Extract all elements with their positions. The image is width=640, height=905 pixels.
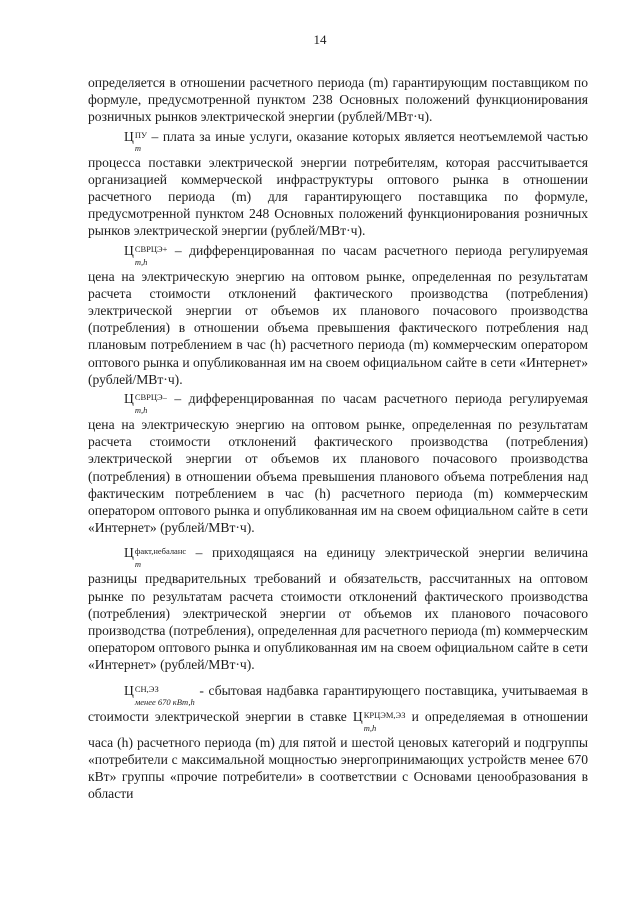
paragraph-6-text-a: - сбытовая надбавка гарантирующего поставщика, учитываемая в стоимости электрической энергии в ставке xyxy=(88,682,588,724)
document-body xyxy=(88,74,588,803)
symbol-superscript: СВРЦЭ+ xyxy=(134,243,168,254)
paragraph-5 xyxy=(88,544,588,673)
paragraph-3 xyxy=(88,242,588,388)
paragraph-4 xyxy=(88,390,588,536)
paragraph-6-text-b: и определяемая в отношении часа (h) расчетного периода (m) для пятой и шестой ценовых категорий и подгруппы «потребители с максимальной мощностью энергопринимающих устройств менее 670 кВт» группы «прочие потребители» в соответствии с Основами ценообразования в области xyxy=(88,708,588,802)
formula-symbol-c-sn-ez xyxy=(124,682,195,708)
paragraph-5-text: – приходящаяся на единицу электрической энергии величина разницы предварительных требований и обязательств, рассчитанных на оптовом рынке по результатам расчета стоимости отклонений фактического производства (потребления) электрической энергии от объемов их планового почасового производства (потребления), определенная для расчетного периода (m) коммерческим оператором оптового рынка и опубликованная им на своем официальном сайте в сети «Интернет» (рублей/МВт·ч). xyxy=(88,545,588,673)
page-number: 14 xyxy=(313,32,327,47)
symbol-superscript: СН,ЭЗ xyxy=(134,683,159,694)
symbol-base: Ц xyxy=(124,545,134,561)
symbol-subscript: менее 670 кВт,h xyxy=(134,696,195,707)
formula-symbol-c-svrce-minus xyxy=(124,390,167,416)
paragraph-3-text: – дифференцированная по часам расчетного периода регулируемая цена на электрическую энергию на оптовом рынке, определенная по результатам расчета стоимости отклонений фактического производства (потребления) электрической энергии от объемов их планового почасового производства (потребления) в отношении объема превышения фактического потребления над плановым потреблением в час (h) расчетного периода (m) коммерческим оператором оптового рынка и опубликованная им на своем официальном сайте в сети «Интернет» (рублей/МВт·ч). xyxy=(88,242,588,387)
formula-symbol-c-pu xyxy=(124,128,147,154)
formula-symbol-c-fakt-nebalans xyxy=(124,544,186,570)
symbol-superscript: КРЦЭМ,ЭЗ xyxy=(363,709,406,720)
paragraph-1-text: определяется в отношении расчетного периода (m) гарантирующим поставщиком по формуле, предусмотренной пунктом 238 Основных положений функционирования розничных рынков электрической энергии (рублей/МВт·ч). xyxy=(88,75,588,125)
paragraph-1 xyxy=(88,74,588,126)
symbol-superscript: ПУ xyxy=(134,129,147,140)
formula-symbol-c-svrce-plus xyxy=(124,242,167,268)
symbol-subscript: m xyxy=(134,559,141,570)
symbol-base: Ц xyxy=(124,242,134,258)
symbol-subscript: m xyxy=(134,142,141,153)
symbol-superscript: факт,небаланс xyxy=(134,546,187,557)
symbol-subscript: m,h xyxy=(134,405,148,416)
symbol-subscript: m,h xyxy=(363,722,377,733)
symbol-base: Ц xyxy=(124,391,134,407)
paragraph-2-text: – плата за иные услуги, оказание которых является неотъемлемой частью процесса поставки электрической энергии потребителям, которая рассчитывается организацией коммерческой инфраструктуры оптового рынка в отношении расчетного периода (m) для гарантирующего поставщика по формуле, предусмотренной пунктом 248 Основных положений функционирования розничных рынков электрической энергии (рублей/МВт·ч). xyxy=(88,128,588,239)
symbol-base: Ц xyxy=(124,128,134,144)
symbol-subscript: m,h xyxy=(134,256,148,267)
paragraph-4-text: – дифференцированная по часам расчетного периода регулируемая цена на электрическую энергию на оптовом рынке, определенная по результатам расчета стоимости отклонений фактического производства (потребления) электрической энергии от объемов их планового почасового производства (потребления) в отношении объема превышения планового объема потребления над фактическим потреблением в час (h) расчетного периода (m) коммерческим оператором оптового рынка и опубликованная им на своем официальном сайте в сети «Интернет» (рублей/МВт·ч). xyxy=(88,391,588,536)
paragraph-2 xyxy=(88,128,588,240)
paragraph-6 xyxy=(88,682,588,803)
formula-symbol-c-krcem-ez xyxy=(353,708,406,734)
symbol-base: Ц xyxy=(352,708,363,724)
symbol-base: Ц xyxy=(124,682,134,698)
symbol-superscript: СВРЦЭ– xyxy=(134,392,167,403)
